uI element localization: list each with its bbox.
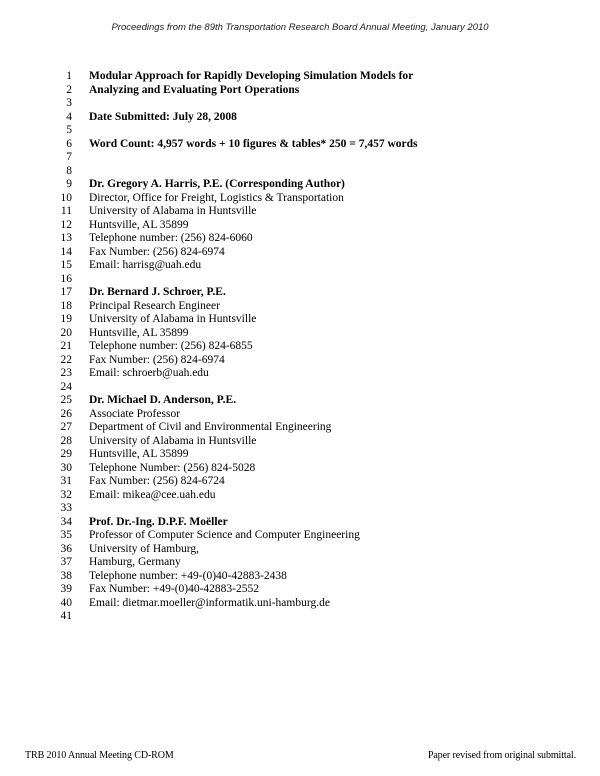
line-text: Fax Number: +49-(0)40-42883-2552 [89, 583, 260, 595]
line-row [0, 367, 600, 381]
line-row [0, 259, 600, 273]
line-row [0, 205, 600, 219]
line-number: 18 [60, 299, 72, 312]
line-text: University of Alabama in Huntsville [89, 434, 257, 447]
footer-left: TRB 2010 Annual Meeting CD-ROM [25, 750, 174, 761]
running-header: Proceedings from the 89th Transportation Research Board Annual Meeting, January 2010 [111, 22, 489, 33]
line-text: Dr. Michael D. Anderson, P.E. [89, 394, 237, 406]
line-text: Dr. Bernard J. Schroer, P.E. [89, 286, 226, 298]
line-number: 25 [60, 394, 72, 406]
line-row [0, 543, 600, 557]
line-number: 26 [60, 407, 72, 420]
line-text: Principal Research Engineer [89, 299, 220, 312]
line-text: University of Hamburg, [89, 542, 199, 555]
line-row [0, 178, 600, 192]
line-text: Fax Number: (256) 824-6974 [89, 245, 225, 258]
line-row [0, 165, 600, 179]
line-number: 17 [60, 286, 72, 298]
line-number: 15 [60, 259, 72, 271]
line-number: 6 [66, 137, 72, 150]
line-row [0, 273, 600, 287]
line-number: 14 [60, 245, 72, 258]
line-text: Telephone number: (256) 824-6855 [89, 340, 253, 352]
line-number: 12 [60, 218, 72, 231]
line-number: 16 [60, 272, 72, 285]
line-text: Email: mikea@cee.uah.edu [89, 488, 216, 501]
line-text: Dr. Gregory A. Harris, P.E. (Corresponding Author) [89, 178, 345, 190]
line-number: 30 [60, 461, 72, 474]
line-number: 4 [66, 110, 72, 123]
line-number: 40 [60, 596, 72, 609]
line-row [0, 313, 600, 327]
line-text: Date Submitted: July 28, 2008 [89, 110, 237, 123]
line-text: Department of Civil and Environmental Engineering [89, 421, 332, 433]
line-row [0, 489, 600, 503]
line-row [0, 138, 600, 152]
line-number: 24 [60, 380, 72, 393]
line-row [0, 556, 600, 570]
line-text: Telephone Number: (256) 824-5028 [89, 461, 256, 474]
line-number: 27 [60, 421, 72, 433]
line-number: 37 [60, 556, 72, 568]
line-number: 36 [60, 542, 72, 555]
line-row [0, 70, 600, 84]
line-text: Modular Approach for Rapidly Developing Simulation Models for [89, 70, 414, 82]
line-row [0, 475, 600, 489]
line-text: Email: harrisg@uah.edu [89, 259, 202, 271]
line-number: 31 [60, 475, 72, 487]
line-row [0, 151, 600, 165]
line-row [0, 381, 600, 395]
line-number: 2 [66, 83, 72, 96]
line-row [0, 394, 600, 408]
line-row [0, 111, 600, 125]
line-number: 3 [66, 97, 72, 109]
line-row [0, 219, 600, 233]
line-number: 41 [60, 610, 72, 622]
line-number: 1 [66, 70, 72, 82]
line-row [0, 435, 600, 449]
line-number: 39 [60, 583, 72, 595]
line-number: 5 [66, 124, 72, 136]
line-text: Huntsville, AL 35899 [89, 218, 189, 231]
line-text: University of Alabama in Huntsville [89, 205, 257, 217]
line-number: 7 [66, 151, 72, 163]
line-number: 20 [60, 326, 72, 339]
line-number: 29 [60, 448, 72, 460]
line-row [0, 354, 600, 368]
line-number: 13 [60, 232, 72, 244]
line-text: Email: schroerb@uah.edu [89, 367, 209, 379]
line-row [0, 246, 600, 260]
line-row [0, 286, 600, 300]
line-number: 33 [60, 502, 72, 514]
line-text: Word Count: 4,957 words + 10 figures & tables* 250 = 7,457 words [89, 137, 418, 150]
line-number: 21 [60, 340, 72, 352]
line-number: 8 [66, 164, 72, 177]
line-number: 11 [60, 205, 72, 217]
line-text: Hamburg, Germany [89, 556, 181, 568]
line-text: Email: dietmar.moeller@informatik.uni-hamburg.de [89, 596, 330, 609]
line-row [0, 502, 600, 516]
line-row [0, 408, 600, 422]
line-text: Fax Number: (256) 824-6974 [89, 353, 225, 366]
line-number: 35 [60, 529, 72, 541]
line-text: Director, Office for Freight, Logistics & Transportation [89, 191, 344, 204]
line-text: Fax Number: (256) 824-6724 [89, 475, 225, 487]
line-text: Professor of Computer Science and Computer Engineering [89, 529, 360, 541]
line-row [0, 300, 600, 314]
line-row [0, 327, 600, 341]
line-number: 9 [66, 178, 72, 190]
line-row [0, 448, 600, 462]
line-number: 23 [60, 367, 72, 379]
line-text: Huntsville, AL 35899 [89, 326, 189, 339]
line-text: Huntsville, AL 35899 [89, 448, 189, 460]
line-text: University of Alabama in Huntsville [89, 313, 257, 325]
line-row [0, 516, 600, 530]
line-number: 28 [60, 434, 72, 447]
line-number: 32 [60, 488, 72, 501]
line-row [0, 192, 600, 206]
line-row [0, 340, 600, 354]
line-row [0, 421, 600, 435]
line-row [0, 529, 600, 543]
line-row [0, 597, 600, 611]
line-row [0, 232, 600, 246]
line-text: Telephone number: +49-(0)40-42883-2438 [89, 569, 287, 582]
line-text: Analyzing and Evaluating Port Operations [89, 83, 300, 96]
line-number: 22 [60, 353, 72, 366]
line-row [0, 570, 600, 584]
line-text: Prof. Dr.-Ing. D.P.F. Moëller [89, 515, 228, 528]
line-row [0, 124, 600, 138]
line-number: 38 [60, 569, 72, 582]
numbered-lines [0, 70, 600, 624]
footer-right: Paper revised from original submittal. [427, 750, 576, 761]
line-row [0, 610, 600, 624]
line-text: Telephone number: (256) 824-6060 [89, 232, 253, 244]
line-number: 19 [60, 313, 72, 325]
line-row [0, 84, 600, 98]
line-number: 10 [60, 191, 72, 204]
line-row [0, 583, 600, 597]
line-number: 34 [60, 515, 72, 528]
line-text: Associate Professor [89, 407, 181, 420]
line-row [0, 462, 600, 476]
line-row [0, 97, 600, 111]
